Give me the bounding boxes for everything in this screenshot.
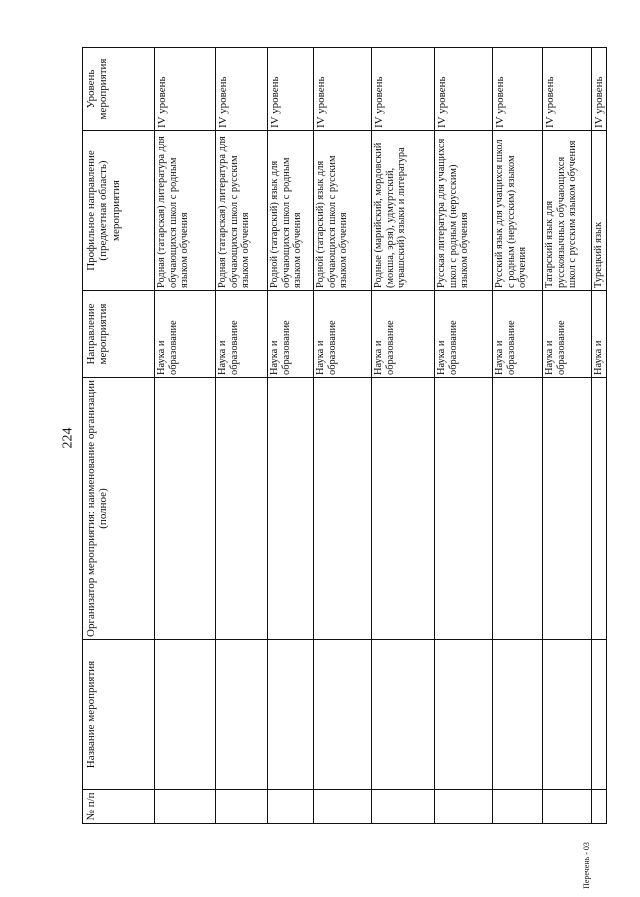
- cell-num: [493, 790, 543, 824]
- table-row: [493, 48, 543, 824]
- header-organizer: Организатор мероприятия: наименование организации (полное): [83, 378, 155, 640]
- events-table: [82, 47, 607, 824]
- table-row: [216, 48, 268, 824]
- cell-organizer: [372, 378, 435, 640]
- header-level: Уровень мероприятия: [83, 48, 155, 131]
- cell-name: [592, 640, 607, 790]
- cell-profile: Родные (марийский, мордовский (мокша, эрзя), удмуртский, чувашский) языки и литература: [372, 131, 435, 291]
- footer-code-text: Перечень - 03: [581, 841, 591, 889]
- cell-direction: Наука и образование: [543, 291, 592, 378]
- cell-level: IV уровень: [155, 48, 216, 131]
- cell-num: [543, 790, 592, 824]
- cell-level: IV уровень: [435, 48, 493, 131]
- cell-num: [314, 790, 372, 824]
- cell-level: IV уровень: [543, 48, 592, 131]
- cell-direction: Наука и образование: [268, 291, 314, 378]
- cell-direction: Наука и: [592, 291, 607, 378]
- cell-num: [155, 790, 216, 824]
- cell-num: [435, 790, 493, 824]
- cell-profile: Татарский язык для русскоязычных обучающихся школ с русским языком обучения: [543, 131, 592, 291]
- cell-profile: Родная (татарская) литература для обучающихся школ с русским языком обучения: [216, 131, 268, 291]
- table-header-row: [83, 48, 155, 824]
- cell-profile: Родной (татарский) язык для обучающихся школ с русским языком обучения: [314, 131, 372, 291]
- header-num: № п/п: [83, 790, 155, 824]
- table-row: [543, 48, 592, 824]
- cell-level: IV уровень: [592, 48, 607, 131]
- cell-profile: Русский язык для учащихся школ с родным (нерусским) языком обучения: [493, 131, 543, 291]
- cell-direction: Наука и образование: [493, 291, 543, 378]
- table-row: [314, 48, 372, 824]
- cell-level: IV уровень: [216, 48, 268, 131]
- header-direction: Направление мероприятия: [83, 291, 155, 378]
- cell-organizer: [268, 378, 314, 640]
- cell-name: [155, 640, 216, 790]
- cell-name: [216, 640, 268, 790]
- page-number-text: 224: [60, 427, 75, 449]
- footer-code: [578, 835, 594, 895]
- cell-organizer: [493, 378, 543, 640]
- cell-level: IV уровень: [268, 48, 314, 131]
- cell-organizer: [216, 378, 268, 640]
- cell-name: [493, 640, 543, 790]
- cell-profile: Турецкий язык: [592, 131, 607, 291]
- cell-name: [372, 640, 435, 790]
- document-table-container: [82, 48, 605, 824]
- cell-level: IV уровень: [314, 48, 372, 131]
- cell-name: [314, 640, 372, 790]
- cell-direction: Наука и образование: [216, 291, 268, 378]
- page-number: [58, 418, 78, 458]
- cell-num: [268, 790, 314, 824]
- cell-direction: Наука и образование: [372, 291, 435, 378]
- cell-direction: Наука и образование: [435, 291, 493, 378]
- cell-num: [372, 790, 435, 824]
- cell-profile: Русская литература для учащихся школ с родным (нерусским) языком обучения: [435, 131, 493, 291]
- cell-direction: Наука и образование: [314, 291, 372, 378]
- cell-organizer: [155, 378, 216, 640]
- header-profile: Профильное направление (предметная область) мероприятия: [83, 131, 155, 291]
- cell-organizer: [435, 378, 493, 640]
- cell-name: [435, 640, 493, 790]
- cell-level: IV уровень: [372, 48, 435, 131]
- cell-name: [543, 640, 592, 790]
- table-row: [155, 48, 216, 824]
- table-row: [592, 48, 607, 824]
- cell-direction: Наука и образование: [155, 291, 216, 378]
- cell-organizer: [592, 378, 607, 640]
- cell-organizer: [314, 378, 372, 640]
- cell-num: [216, 790, 268, 824]
- cell-num: [592, 790, 607, 824]
- cell-level: IV уровень: [493, 48, 543, 131]
- cell-name: [268, 640, 314, 790]
- header-name: Название мероприятия: [83, 640, 155, 790]
- cell-profile: Родной (татарский) язык для обучающихся школ с родным языком обучения: [268, 131, 314, 291]
- table-row: [435, 48, 493, 824]
- table-row: [372, 48, 435, 824]
- cell-profile: Родная (татарская) литература для обучающихся школ с родным языком обучения: [155, 131, 216, 291]
- cell-organizer: [543, 378, 592, 640]
- table-row: [268, 48, 314, 824]
